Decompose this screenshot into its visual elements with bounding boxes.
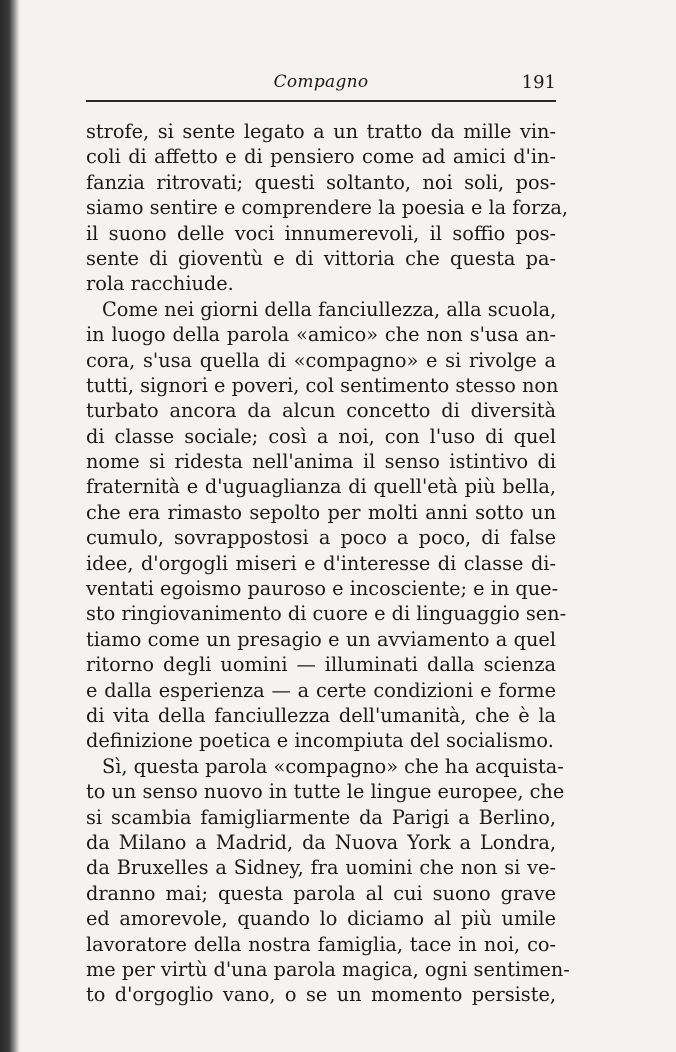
- text-line: definizione poetica e incompiuta del socialismo.: [86, 729, 554, 753]
- text-line: dranno mai; questa parola al cui suono grave: [86, 881, 556, 905]
- text-line: ritorno degli uomini — illuminati dalla scienza: [86, 653, 556, 677]
- text-line: fraternità e d'uguaglianza di quell'età più bella,: [86, 475, 556, 499]
- text-line: idee, d'orgogli miseri e d'interesse di classe di-: [86, 551, 556, 575]
- text-line: to d'orgoglio vano, o se un momento persiste,: [86, 983, 556, 1007]
- text-line: coli di affetto e di pensiero come ad amici d'in-: [86, 145, 556, 169]
- text-line: da Milano a Madrid, da Nuova York a Londra,: [86, 830, 556, 854]
- binding-edge: [0, 0, 20, 1052]
- text-line: siamo sentire e comprendere la poesia e la forza,: [86, 196, 569, 220]
- text-line: tiamo come un presagio e un avviamento a quel: [86, 627, 556, 651]
- text-line: sto ringiovanimento di cuore e di linguaggio sen-: [86, 602, 567, 626]
- text-line: ed amorevole, quando lo diciamo al più umile: [86, 907, 556, 931]
- text-line: to un senso nuovo in tutte le lingue europee, che: [86, 780, 565, 804]
- text-line: e dalla esperienza — a certe condizioni e forme: [86, 678, 556, 702]
- text-line: in luogo della parola «amico» che non s'usa an-: [86, 323, 556, 347]
- text-line: turbato ancora da alcun concetto di diversità: [86, 399, 556, 423]
- text-line: me per virtù d'una parola magica, ogni sentimen-: [86, 957, 570, 981]
- text-line: rola racchiude.: [86, 272, 234, 296]
- text-line: nome si ridesta nell'anima il senso istintivo di: [86, 450, 556, 474]
- text-line: di vita della fanciullezza dell'umanità, che è la: [86, 703, 556, 727]
- text-line: si scambia famigliarmente da Parigi a Berlino,: [86, 805, 556, 829]
- page-header: [86, 70, 556, 98]
- header-rule: [86, 100, 556, 102]
- text-line: che era rimasto sepolto per molti anni sotto un: [86, 500, 556, 524]
- text-line: il suono delle voci innumerevoli, il soffio pos-: [86, 221, 556, 245]
- running-title: Compagno: [273, 72, 369, 92]
- text-line: ventati egoismo pauroso e incosciente; e in que-: [86, 577, 559, 601]
- text-line: lavoratore della nostra famiglia, tace in noi, co-: [86, 932, 556, 956]
- text-line: strofe, si sente legato a un tratto da mille vin-: [86, 120, 556, 143]
- text-line: tutti, signori e poveri, col sentimento stesso non: [86, 373, 559, 397]
- text-line: Sì, questa parola «compagno» che ha acquista-: [102, 754, 564, 778]
- body-text: [86, 119, 570, 1008]
- text-line: sente di gioventù e di vittoria che questa pa-: [86, 246, 556, 270]
- page-number: 191: [521, 72, 556, 93]
- text-line: cumulo, sovrappostosi a poco a poco, di false: [86, 526, 556, 550]
- text-line: Come nei giorni della fanciullezza, alla scuola,: [102, 297, 557, 321]
- text-line: fanzia ritrovati; questi soltanto, noi soli, pos-: [86, 170, 556, 194]
- text-line: di classe sociale; così a noi, con l'uso di quel: [86, 424, 556, 448]
- text-line: cora, s'usa quella di «compagno» e si rivolge a: [86, 348, 556, 372]
- text-line: da Bruxelles a Sidney, fra uomini che non si ve-: [86, 856, 556, 880]
